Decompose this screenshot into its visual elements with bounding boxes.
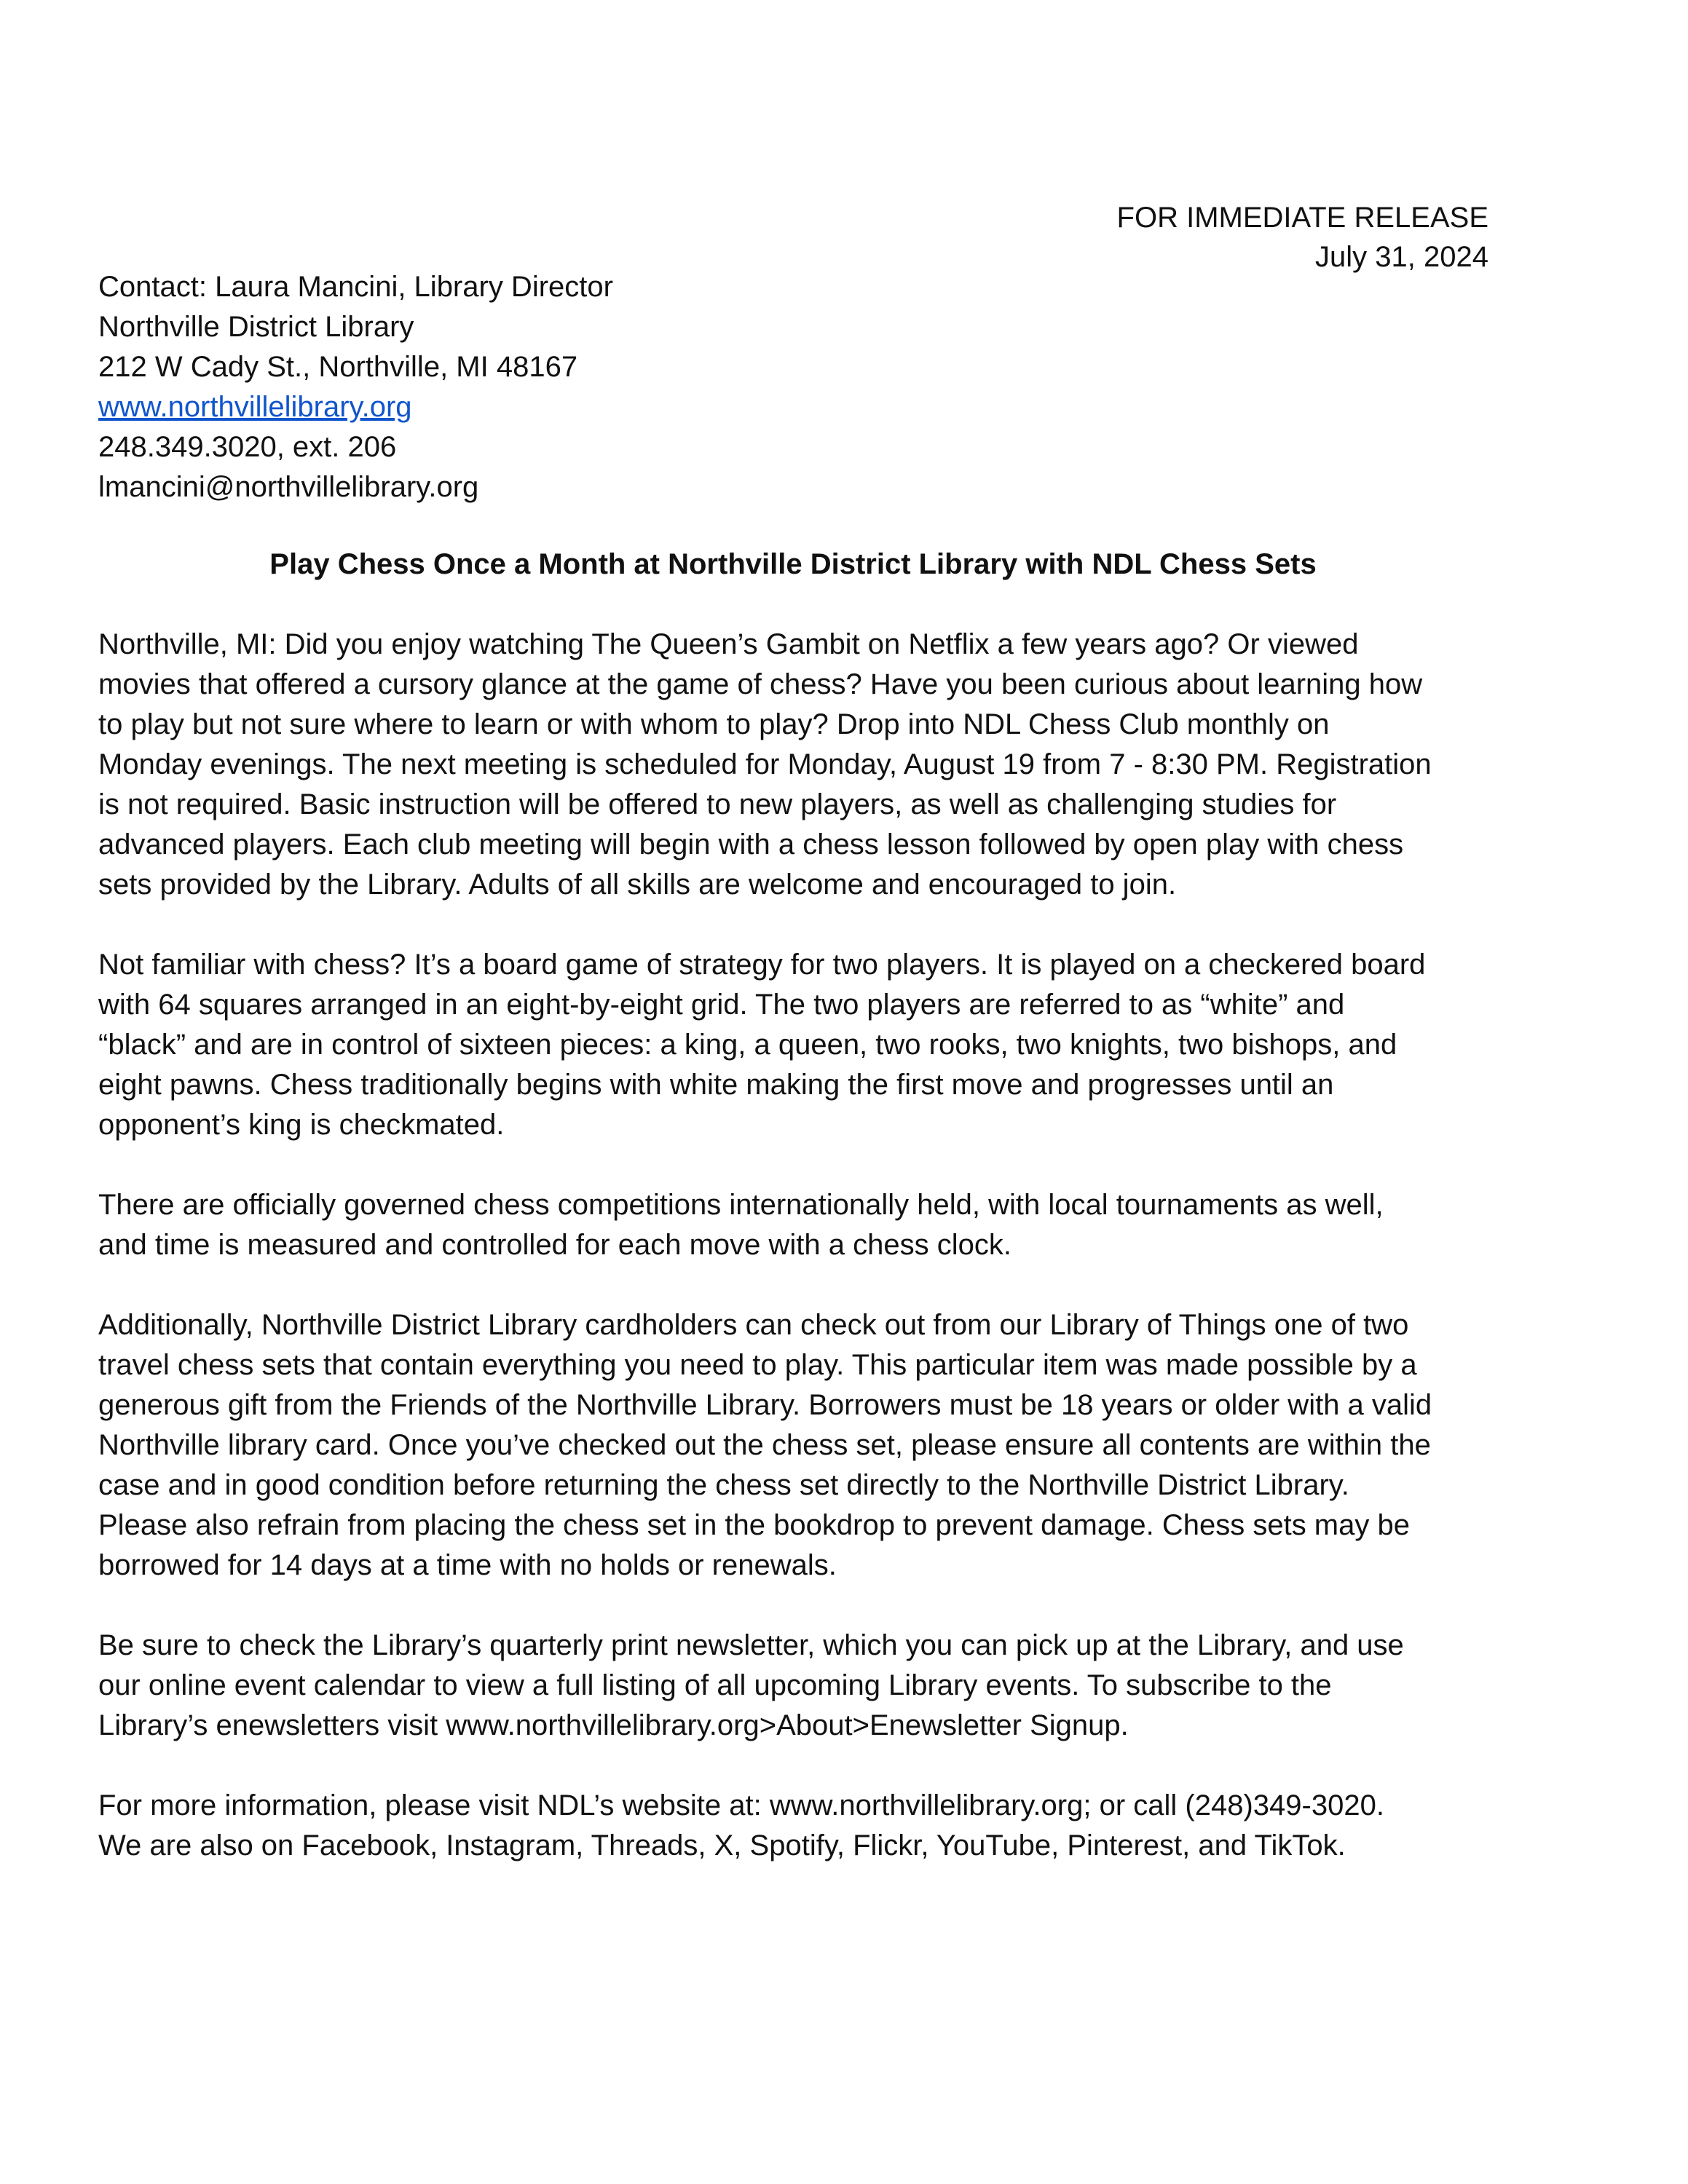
text-line: sets provided by the Library. Adults of all skills are welcome and encouraged to join. (98, 869, 1177, 901)
text-line: borrowed for 14 days at a time with no holds or renewals. (98, 1549, 837, 1581)
contact-email: lmancini@northvillelibrary.org (98, 471, 479, 503)
contact-organization: Northville District Library (98, 311, 414, 343)
text-line: movies that offered a cursory glance at the game of chess? Have you been curious about learning how (98, 668, 1423, 700)
contact-phone: 248.349.3020, ext. 206 (98, 431, 397, 463)
release-header (1117, 198, 1488, 277)
article-body (98, 625, 1493, 1906)
text-line: Be sure to check the Library’s quarterly print newsletter, which you can pick up at the Library, and use (98, 1629, 1404, 1661)
contact-block (98, 267, 613, 507)
text-line: opponent’s king is checkmated. (98, 1109, 505, 1141)
text-line: travel chess sets that contain everything you need to play. This particular item was made possible by a (98, 1349, 1417, 1381)
text-line: eight pawns. Chess traditionally begins with white making the first move and progresses until an (98, 1069, 1334, 1101)
text-line: We are also on Facebook, Instagram, Threads, X, Spotify, Flickr, YouTube, Pinterest, and TikTok. (98, 1829, 1346, 1861)
text-line: Northville, MI: Did you enjoy watching The Queen’s Gambit on Netflix a few years ago? Or viewed (98, 628, 1359, 660)
text-line: generous gift from the Friends of the Northville Library. Borrowers must be 18 years or older with a valid (98, 1389, 1432, 1421)
text-line: For more information, please visit NDL’s website at: www.northvillelibrary.org; or call (248)349-3020. (98, 1789, 1384, 1821)
text-line: Monday evenings. The next meeting is scheduled for Monday, August 19 from 7 - 8:30 PM. Registration (98, 748, 1432, 780)
text-line: case and in good condition before returning the chess set directly to the Northville District Library. (98, 1469, 1349, 1501)
text-line: There are officially governed chess competitions internationally held, with local tournaments as well, (98, 1189, 1384, 1221)
text-line: Not familiar with chess? It’s a board game of strategy for two players. It is played on a checkered board (98, 949, 1426, 981)
paragraph-competitions (98, 1185, 1493, 1265)
paragraph-about-chess (98, 945, 1493, 1145)
release-label: FOR IMMEDIATE RELEASE (1116, 202, 1488, 234)
text-line: to play but not sure where to learn or with whom to play? Drop into NDL Chess Club monthly on (98, 708, 1330, 740)
headline: Play Chess Once a Month at Northville District Library with NDL Chess Sets (269, 548, 1317, 580)
text-line: “black” and are in control of sixteen pieces: a king, a queen, two rooks, two knights, two bishops, and (98, 1029, 1397, 1061)
paragraph-chess-sets (98, 1305, 1493, 1586)
text-line: and time is measured and controlled for each move with a chess clock. (98, 1229, 1011, 1261)
text-line: advanced players. Each club meeting will begin with a chess lesson followed by open play with chess (98, 828, 1404, 860)
paragraph-chess-club (98, 625, 1493, 905)
text-line: Northville library card. Once you’ve checked out the chess set, please ensure all contents are within the (98, 1429, 1431, 1461)
text-line: Library’s enewsletters visit www.northvillelibrary.org>About>Enewsletter Signup. (98, 1709, 1129, 1741)
paragraph-newsletter (98, 1626, 1493, 1746)
website-link[interactable]: www.northvillelibrary.org (98, 391, 412, 423)
paragraph-more-info (98, 1786, 1493, 1866)
text-line: Please also refrain from placing the chess set in the bookdrop to prevent damage. Chess sets may be (98, 1509, 1410, 1541)
text-line: Additionally, Northville District Library cardholders can check out from our Library of Things one of two (98, 1309, 1409, 1341)
contact-name: Contact: Laura Mancini, Library Director (98, 271, 613, 303)
release-date: July 31, 2024 (1315, 241, 1488, 273)
text-line: with 64 squares arranged in an eight-by-eight grid. The two players are referred to as “white” and (98, 989, 1345, 1021)
contact-address: 212 W Cady St., Northville, MI 48167 (98, 351, 578, 383)
text-line: is not required. Basic instruction will be offered to new players, as well as challenging studies for (98, 788, 1337, 820)
text-line: our online event calendar to view a full listing of all upcoming Library events. To subscribe to the (98, 1669, 1332, 1701)
